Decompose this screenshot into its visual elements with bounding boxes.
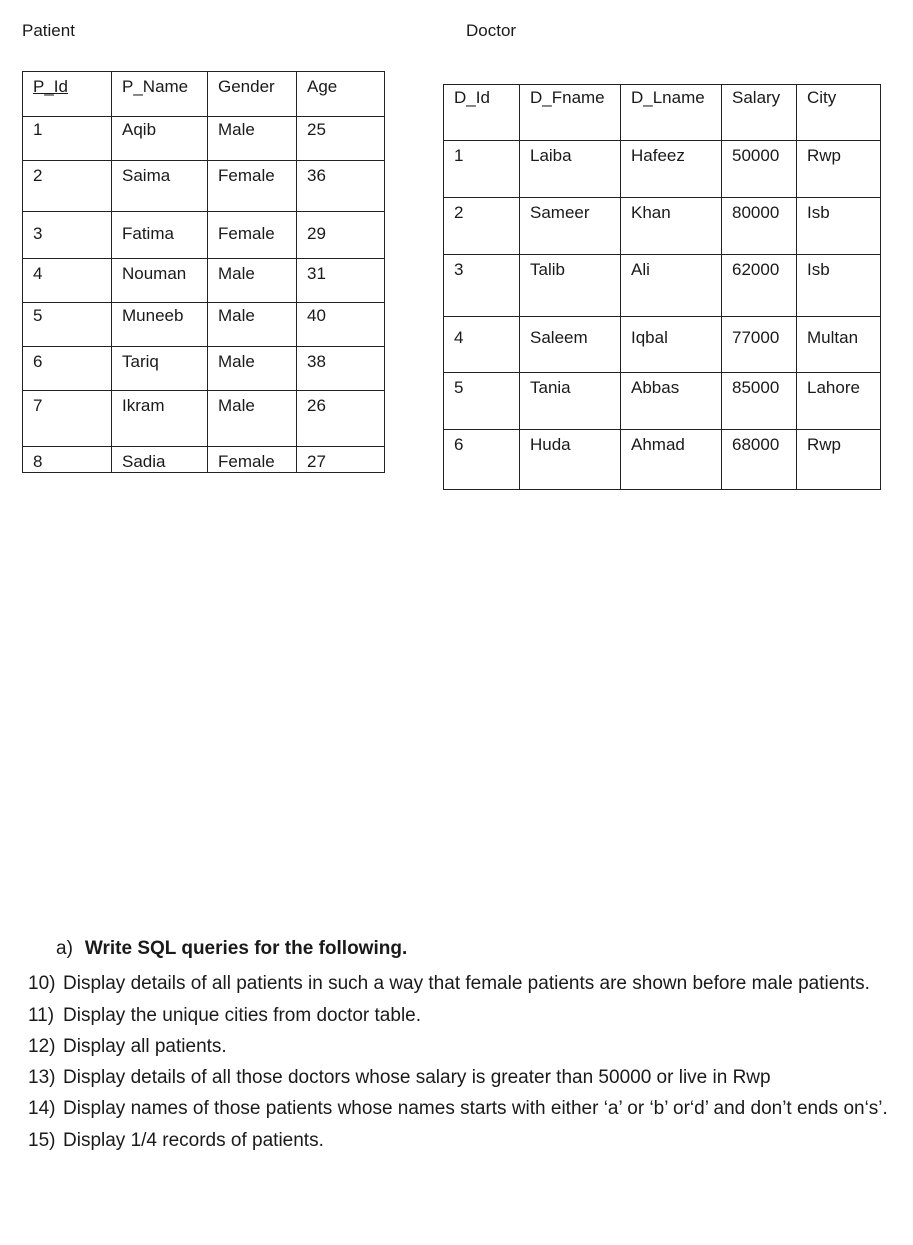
patient-cell-text: 3 [33,224,43,243]
doctor-cell [520,255,621,317]
patient-table [22,71,385,473]
patient-cell-text: Female [218,224,275,243]
patient-header-text: P_Name [122,77,189,96]
patient-cell [297,303,385,347]
patient-cell-text: 38 [307,352,326,371]
doctor-header-cell [722,85,797,141]
doctor-cell-text: 68000 [732,435,780,454]
question-number: 14) [28,1098,56,1120]
patient-cell [297,161,385,212]
doctor-cell-text: 4 [454,328,464,347]
patient-cell-text: Saima [122,166,171,185]
doctor-cell-text: Huda [530,435,571,454]
doctor-cell [797,198,881,255]
doctor-table [443,84,881,490]
doctor-cell-text: 6 [454,435,464,454]
doctor-header-text: D_Id [454,88,490,107]
patient-cell [23,391,112,447]
question-text: Display the unique cities from doctor table. [63,1004,422,1026]
doctor-cell [722,317,797,373]
doctor-cell [520,373,621,430]
doctor-cell [621,141,722,198]
patient-cell-text: 2 [33,166,43,185]
question-text: Display details of all those doctors whose salary is greater than 50000 or live in Rwp [63,1067,771,1089]
doctor-cell [722,430,797,490]
doctor-cell-text: 62000 [732,260,780,279]
doctor-cell [621,198,722,255]
patient-cell [23,161,112,212]
patient-cell-text: Muneeb [122,306,184,325]
doctor-cell-text: Rwp [807,435,842,454]
question-text: Display details of all patients in such a way that female patients are shown before male patients. [63,973,870,995]
doctor-cell [797,430,881,490]
patient-header-text: Age [307,77,338,96]
patient-cell [208,259,297,303]
patient-row [23,347,385,391]
patient-cell-text: 1 [33,120,43,139]
doctor-cell-text: Isb [807,203,830,222]
doctor-cell [797,141,881,198]
question-item [28,1036,898,1057]
doctor-cell [444,141,520,198]
question-item [28,1098,898,1119]
doctor-cell [621,255,722,317]
patient-cell [208,303,297,347]
doctor-row [444,255,881,317]
doctor-cell [797,317,881,373]
doctor-cell [520,198,621,255]
doctor-cell-text: Hafeez [631,146,685,165]
doctor-row [444,373,881,430]
doctor-cell [444,317,520,373]
patient-cell-text: Male [218,352,255,371]
questions-section [28,938,898,1161]
patient-cell [297,447,385,473]
patient-cell [208,212,297,259]
question-item [28,1005,898,1026]
doctor-cell [722,198,797,255]
patient-cell-text: Female [218,166,275,185]
doctor-cell-text: Ali [631,260,650,279]
question-number: 10) [28,973,56,995]
patient-cell-text: Male [218,264,255,283]
patient-cell [112,391,208,447]
patient-row [23,391,385,447]
patient-cell-text: 8 [33,452,43,471]
patient-cell-text: 31 [307,264,326,283]
doctor-header-text: City [807,88,837,107]
doctor-cell-text: Rwp [807,146,842,165]
patient-row [23,212,385,259]
doctor-cell [444,430,520,490]
patient-row [23,259,385,303]
doctor-row [444,198,881,255]
doctor-cell [722,373,797,430]
patient-cell-text: Tariq [122,352,159,371]
patient-cell [112,347,208,391]
patient-cell [297,259,385,303]
doctor-header-cell [797,85,881,141]
question-item [28,1130,898,1151]
patient-cell [112,303,208,347]
doctor-cell-text: Multan [807,328,859,347]
doctor-header-cell [621,85,722,141]
doctor-header-text: D_Lname [631,88,705,107]
doctor-cell [621,317,722,373]
patient-row [23,447,385,473]
question-item [28,1067,898,1088]
doctor-cell-text: Tania [530,378,571,397]
question-number: 13) [28,1067,56,1089]
doctor-header-text: Salary [732,88,781,107]
patient-row [23,161,385,212]
doctor-header-row [444,85,881,141]
doctor-cell-text: Iqbal [631,328,668,347]
patient-cell-text: 5 [33,306,43,325]
patient-cell-text: 4 [33,264,43,283]
patient-cell [112,212,208,259]
doctor-row [444,317,881,373]
doctor-cell [621,430,722,490]
patient-cell [297,117,385,161]
patient-cell [208,391,297,447]
patient-cell [297,212,385,259]
doctor-cell [797,255,881,317]
patient-cell [208,347,297,391]
patient-cell-text: 29 [307,224,326,243]
patient-cell [297,347,385,391]
questions-heading [56,938,898,959]
patient-header-cell [23,72,112,117]
patient-cell [23,212,112,259]
patient-cell [23,347,112,391]
doctor-cell [520,430,621,490]
doctor-cell-text: Lahore [807,378,860,397]
patient-cell [112,161,208,212]
doctor-table-title: Doctor [466,21,517,40]
patient-table-title: Patient [22,21,75,40]
doctor-cell [520,317,621,373]
patient-cell [23,117,112,161]
questions-heading-text: Write SQL queries for the following. [84,938,408,959]
question-text: Display 1/4 records of patients. [63,1129,324,1151]
questions-list [28,973,898,1151]
doctor-cell-text: 5 [454,378,464,397]
patient-cell-text: Male [218,306,255,325]
doctor-cell-text: 3 [454,260,464,279]
doctor-cell-text: Saleem [530,328,588,347]
patient-header-text: Gender [218,77,275,96]
patient-cell-text: Male [218,120,255,139]
doctor-cell-text: Laiba [530,146,572,165]
question-item [28,973,898,994]
doctor-cell-text: Isb [807,260,830,279]
patient-cell-text: Female [218,452,275,471]
patient-cell-text: Male [218,396,255,415]
doctor-cell [444,255,520,317]
patient-cell [112,447,208,473]
patient-cell [112,117,208,161]
patient-cell [297,391,385,447]
doctor-cell [520,141,621,198]
patient-header-cell [297,72,385,117]
doctor-cell-text: 50000 [732,146,780,165]
patient-header-row [23,72,385,117]
question-number: 12) [28,1035,56,1057]
patient-cell-text: Nouman [122,264,187,283]
doctor-row [444,141,881,198]
doctor-cell-text: 77000 [732,328,780,347]
patient-cell [208,117,297,161]
patient-cell-text: 7 [33,396,43,415]
doctor-cell-text: Khan [631,203,671,222]
doctor-header-cell [444,85,520,141]
doctor-cell-text: Talib [530,260,565,279]
doctor-cell-text: Ahmad [631,435,685,454]
doctor-cell-text: 80000 [732,203,780,222]
patient-cell-text: 27 [307,452,326,471]
doctor-header-text: D_Fname [530,88,605,107]
patient-row [23,303,385,347]
patient-cell-text: 36 [307,166,326,185]
patient-cell [23,259,112,303]
doctor-cell-text: Sameer [530,203,590,222]
patient-cell [208,447,297,473]
patient-row [23,117,385,161]
patient-cell-text: 6 [33,352,43,371]
patient-cell-text: Aqib [122,120,157,139]
doctor-row [444,430,881,490]
question-number: 15) [28,1129,56,1151]
doctor-cell [444,198,520,255]
doctor-header-cell [520,85,621,141]
patient-cell [23,447,112,473]
doctor-cell-text: 2 [454,203,464,222]
patient-cell-text: 26 [307,396,326,415]
question-number: 11) [28,1004,55,1026]
patient-cell-text: Ikram [122,396,165,415]
patient-cell [23,303,112,347]
patient-cell-text: Fatima [122,224,174,243]
questions-marker: a) [56,938,73,959]
doctor-cell-text: 1 [454,146,464,165]
patient-cell [112,259,208,303]
doctor-cell [621,373,722,430]
question-text: Display names of those patients whose names starts with either ‘a’ or ‘b’ or‘d’ and don’t ends on‘s’. [63,1098,888,1120]
doctor-cell [797,373,881,430]
patient-header-text: P_Id [33,77,68,96]
patient-cell-text: 40 [307,306,326,325]
doctor-cell-text: Abbas [631,378,680,397]
patient-cell-text: 25 [307,120,326,139]
patient-cell-text: Sadia [122,452,166,471]
doctor-cell [722,141,797,198]
patient-cell [208,161,297,212]
patient-header-cell [208,72,297,117]
doctor-cell-text: 85000 [732,378,780,397]
question-text: Display all patients. [63,1035,227,1057]
doctor-cell [444,373,520,430]
patient-header-cell [112,72,208,117]
doctor-cell [722,255,797,317]
